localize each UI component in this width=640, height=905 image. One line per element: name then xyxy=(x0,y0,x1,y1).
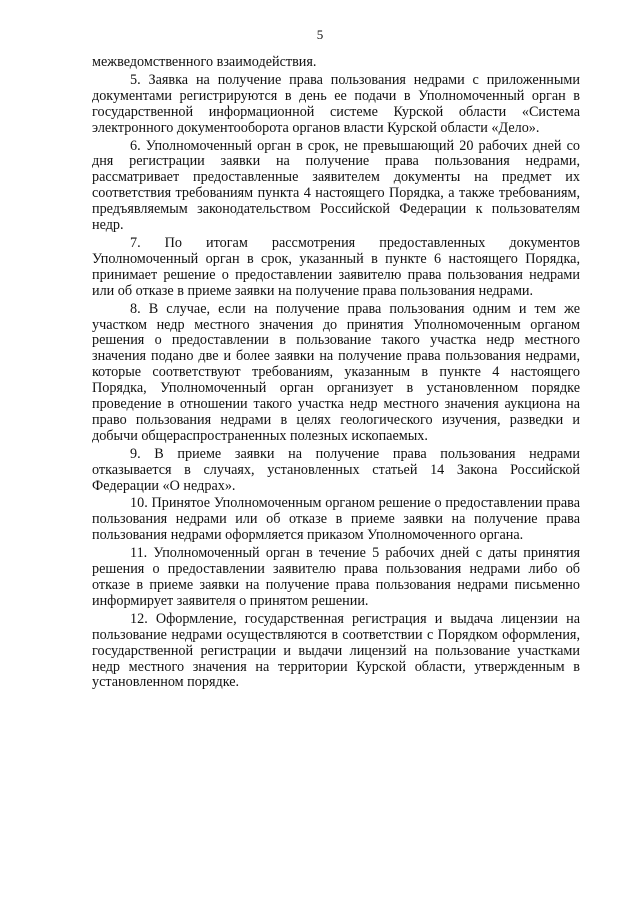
paragraph-9: 9. В приеме заявки на получение права пользования недрами отказывается в случаях, установленных статьей 14 Закона Российской Федерации «О недрах». xyxy=(92,445,580,494)
paragraph-6: 6. Уполномоченный орган в срок, не превышающий 20 рабочих дней со дня регистрации заявки на получение права пользования недрами, рассматривает предоставленные заявителем документы на предмет их соответствия требованиям пункта 4 настоящего Порядка, а также требованиям, предъявляемым законодательством Российской Федерации к пользователям недр. xyxy=(92,137,580,234)
document-body xyxy=(92,55,580,691)
paragraph-continuation: межведомственного взаимодействия. xyxy=(92,54,317,70)
paragraph-12: 12. Оформление, государственная регистрация и выдача лицензии на пользование недрами осуществляются в соответствии с Порядком оформления, государственной регистрации и выдачи лицензий на пользование участками недр местного значения на территории Курской области, утвержденным в установленном порядке. xyxy=(92,610,580,691)
paragraph-5: 5. Заявка на получение права пользования недрами с приложенными документами регистрируются в день ее подачи в Уполномоченный орган в государственной информационной системе Курской области «Система электронного документооборота органов власти Курской области «Дело». xyxy=(92,71,580,136)
page-number: 5 xyxy=(316,27,324,42)
paragraph-10: 10. Принятое Уполномоченным органом решение о предоставлении права пользования недрами или об отказе в приеме заявки на получение права пользования недрами оформляется приказом Уполномоченного органа. xyxy=(92,495,580,544)
paragraph-11: 11. Уполномоченный орган в течение 5 рабочих дней с даты принятия решения о предоставлении заявителю права пользования недрами либо об отказе в приеме заявки на получение права пользования недрами письменно информирует заявителя о принятом решении. xyxy=(92,545,580,609)
paragraph-8: 8. В случае, если на получение права пользования одним и тем же участком недр местного значения до принятия Уполномоченным органом решения о предоставлении в пользование такого участка недр местного значения подано две и более заявки на получение права пользования недрами, которые соответствуют требованиям, указанным в пункте 4 настоящего Порядка, Уполномоченный орган организует в установленном порядке проведение в отношении такого участка недр местного значения аукциона на право пользования недрами в целях геологического изучения, разведки и добычи общераспространенных полезных ископаемых. xyxy=(92,300,580,444)
paragraph-7: 7. По итогам рассмотрения предоставленных документов Уполномоченный орган в срок, указанный в пункте 6 настоящего Порядка, принимает решение о предоставлении заявителю права пользования недрами или об отказе в приеме заявки на получение права пользования недрами. xyxy=(92,234,580,299)
